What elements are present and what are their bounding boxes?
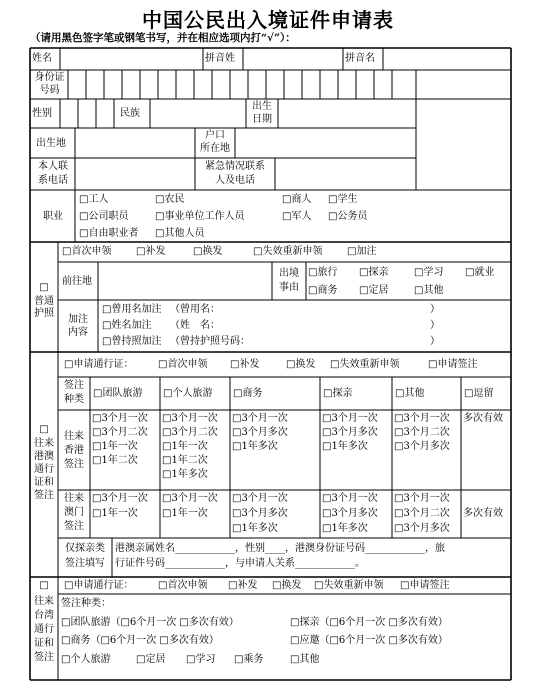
- mo-group-opt[interactable]: □1年一次: [92, 508, 138, 519]
- destination-input[interactable]: [98, 263, 271, 299]
- passport-renew[interactable]: □换发: [193, 246, 223, 257]
- birth-date-label-line2: 日期: [252, 114, 272, 125]
- taiwan-renew[interactable]: □换发: [272, 580, 302, 591]
- taiwan-label-line5: 签注: [34, 652, 54, 663]
- birthplace-label: 出生地: [36, 138, 66, 149]
- taiwan-study[interactable]: □学习: [186, 654, 216, 665]
- mo-stay-text: 多次有效: [463, 508, 503, 519]
- emergency-input[interactable]: [275, 159, 415, 189]
- visa-col-individual-tour[interactable]: □个人旅游: [163, 388, 213, 399]
- passport-checkbox[interactable]: □: [39, 282, 49, 293]
- family-visa-text-line1[interactable]: 港澳亲属姓名____________，性别____，港澳身份证号码____________，旅: [115, 543, 445, 554]
- passport-label-line1: 普通: [34, 296, 54, 307]
- purpose-settle[interactable]: □定居: [359, 285, 389, 296]
- photo-box: [417, 71, 510, 189]
- taiwan-business[interactable]: □商务（□6个月一次 □多次有效）: [61, 635, 219, 646]
- mo-family-opt[interactable]: □3个月多次: [322, 508, 378, 519]
- hk-group-opt[interactable]: □3个月一次: [92, 413, 148, 424]
- hkmo-label-line5: 签注: [34, 490, 54, 501]
- birth-date-label-line1: 出生: [252, 101, 272, 112]
- taiwan-label-line3: 通行: [34, 624, 54, 635]
- hkmo-renew[interactable]: □换发: [286, 359, 316, 370]
- mo-family-opt[interactable]: □3个月一次: [322, 493, 378, 504]
- pinyin-given-label: 拼音名: [345, 53, 375, 64]
- hk-other-opt[interactable]: □3个月一次: [394, 413, 450, 424]
- mo-other-opt[interactable]: □3个月一次: [394, 493, 450, 504]
- emergency-label-line1: 紧急情况联系: [205, 161, 265, 172]
- occupation-public-institution[interactable]: □事业单位工作人员: [155, 211, 245, 222]
- hk-other-opt[interactable]: □3个月多次: [394, 441, 450, 452]
- passport-reapply-invalid[interactable]: □失效重新申领: [253, 246, 323, 257]
- hkmo-checkbox[interactable]: □: [39, 424, 49, 435]
- hk-business-opt[interactable]: □3个月多次: [232, 427, 288, 438]
- family-visa-label-line1: 仅探亲类: [65, 543, 105, 554]
- hk-individual-opt[interactable]: □1年一次: [162, 441, 208, 452]
- hk-family-opt[interactable]: □3个月一次: [322, 413, 378, 424]
- taiwan-checkbox[interactable]: □: [39, 580, 49, 591]
- gender-label: 性别: [32, 108, 52, 119]
- taiwan-apply-visa[interactable]: □申请签注: [400, 580, 450, 591]
- purpose-study[interactable]: □学习: [414, 267, 444, 278]
- passport-label-line2: 护照: [34, 308, 54, 319]
- form-title: 中国公民出入境证件申请表: [142, 8, 394, 32]
- occupation-student[interactable]: □学生: [328, 194, 358, 205]
- taiwan-individual-tour[interactable]: □个人旅游: [61, 654, 111, 665]
- hk-family-opt[interactable]: □1年多次: [322, 441, 368, 452]
- note-old-passport-option[interactable]: □曾持照加注: [102, 336, 162, 347]
- hkmo-label-line4: 证和: [34, 477, 54, 488]
- note-former-name-option[interactable]: □曾用名加注: [102, 304, 162, 315]
- visa-col-family[interactable]: □探亲: [323, 388, 353, 399]
- hkmo-label-line1: 往来: [34, 438, 54, 449]
- passport-first-apply[interactable]: □首次申领: [62, 246, 112, 257]
- id-number-label-line2: 号码: [39, 85, 60, 96]
- hkmo-label-line3: 通行: [34, 464, 54, 475]
- phone-label-line1: 本人联: [38, 161, 68, 172]
- pinyin-given-input[interactable]: [383, 49, 510, 69]
- hk-family-opt[interactable]: □3个月多次: [322, 427, 378, 438]
- emergency-label-line2: 人及电话: [215, 175, 255, 186]
- hukou-input[interactable]: [235, 129, 415, 157]
- mo-label-line3: 签注: [64, 521, 84, 532]
- mo-other-opt[interactable]: □3个月多次: [394, 523, 450, 534]
- taiwan-other[interactable]: □其他: [290, 654, 320, 665]
- hk-individual-opt[interactable]: □1年二次: [162, 455, 208, 466]
- pinyin-surname-label: 拼音姓: [205, 53, 235, 64]
- occupation-employee[interactable]: □公司职员: [79, 211, 129, 222]
- mo-business-opt[interactable]: □3个月一次: [232, 493, 288, 504]
- destination-label: 前往地: [62, 276, 92, 287]
- taiwan-settle[interactable]: □定居: [136, 654, 166, 665]
- hk-group-opt[interactable]: □1年一次: [92, 441, 138, 452]
- occupation-military[interactable]: □军人: [282, 211, 312, 222]
- hukou-label-line1: 户口: [205, 130, 225, 141]
- hkmo-apply-permit[interactable]: □申请通行证：: [64, 359, 134, 370]
- birth-date-input[interactable]: [278, 100, 415, 127]
- hk-label-line3: 签注: [64, 459, 84, 470]
- occupation-other[interactable]: □其他人员: [155, 228, 205, 239]
- phone-input[interactable]: [75, 159, 194, 189]
- note-name-field[interactable]: （姓 名：: [170, 320, 220, 331]
- hk-stay-text: 多次有效: [463, 413, 503, 424]
- passport-reissue[interactable]: □补发: [136, 246, 166, 257]
- hk-label-line2: 香港: [64, 445, 84, 456]
- mo-group-opt[interactable]: □3个月一次: [92, 493, 148, 504]
- id-number-input[interactable]: [68, 71, 392, 98]
- hkmo-first-apply[interactable]: □首次申领: [158, 359, 208, 370]
- occupation-worker[interactable]: □工人: [79, 194, 109, 205]
- ethnicity-input[interactable]: [150, 100, 245, 127]
- note-label-line1: 加注: [68, 314, 88, 325]
- passport-endorse[interactable]: □加注: [347, 246, 377, 257]
- note-old-passport-field[interactable]: （曾持护照号码：: [170, 336, 250, 347]
- phone-label-line2: 系电话: [38, 175, 68, 186]
- taiwan-reissue[interactable]: □补发: [228, 580, 258, 591]
- taiwan-invited[interactable]: □应邀（□6个月一次 □多次有效）: [290, 635, 448, 646]
- family-visa-text-line2[interactable]: 行证件号码____________，与申请人关系____________。: [115, 558, 365, 569]
- form-instruction: （请用黑色签字笔或钢笔书写，并在相应选项内打“√”）：: [30, 32, 296, 44]
- mo-business-opt[interactable]: □1年多次: [232, 523, 278, 534]
- mo-business-opt[interactable]: □3个月多次: [232, 508, 288, 519]
- ethnicity-label: 民族: [120, 108, 140, 119]
- hk-individual-opt[interactable]: □3个月一次: [162, 413, 218, 424]
- occupation-freelancer[interactable]: □自由职业者: [79, 228, 139, 239]
- gender-input[interactable]: [60, 100, 114, 127]
- hk-label-line1: 往来: [64, 431, 84, 442]
- visa-col-other[interactable]: □其他: [395, 388, 425, 399]
- occupation-farmer[interactable]: □农民: [155, 194, 185, 205]
- note-former-name-field[interactable]: （曾用名：: [170, 304, 220, 315]
- note-old-passport-close: ）: [430, 336, 440, 347]
- visa-col-stay[interactable]: □逗留: [464, 388, 494, 399]
- purpose-family[interactable]: □探亲: [359, 267, 389, 278]
- note-label-line2: 内容: [68, 327, 88, 338]
- taiwan-label-line1: 往来: [34, 596, 54, 607]
- name-input[interactable]: [60, 49, 202, 69]
- hukou-label-line2: 所在地: [200, 143, 230, 154]
- hk-other-opt[interactable]: □3个月二次: [394, 427, 450, 438]
- note-name-close: ）: [430, 320, 440, 331]
- id-number-label-line1: 身份证: [34, 72, 65, 83]
- mo-individual-opt[interactable]: □3个月一次: [162, 493, 218, 504]
- visa-col-group-tour[interactable]: □团队旅游: [93, 388, 143, 399]
- mo-family-opt[interactable]: □1年多次: [322, 523, 368, 534]
- taiwan-visa-type-label: 签注种类：: [61, 598, 111, 609]
- hkmo-reissue[interactable]: □补发: [230, 359, 260, 370]
- hk-business-opt[interactable]: □3个月一次: [232, 413, 288, 424]
- mo-other-opt[interactable]: □3个月二次: [394, 508, 450, 519]
- purpose-other[interactable]: □其他: [414, 285, 444, 296]
- taiwan-label-line4: 证和: [34, 638, 54, 649]
- purpose-label-line2: 事由: [279, 282, 299, 293]
- taiwan-group-tour[interactable]: □团队旅游（□6个月一次 □多次有效）: [61, 617, 239, 628]
- note-former-name-close: ）: [430, 304, 440, 315]
- purpose-business[interactable]: □商务: [308, 285, 338, 296]
- note-name-option[interactable]: □姓名加注: [102, 320, 152, 331]
- occupation-civil-servant[interactable]: □公务员: [328, 211, 368, 222]
- birthplace-input[interactable]: [75, 129, 194, 157]
- hkmo-reapply-invalid[interactable]: □失效重新申领: [330, 359, 400, 370]
- name-label: 姓名: [32, 53, 52, 64]
- occupation-merchant[interactable]: □商人: [282, 194, 312, 205]
- visa-col-business[interactable]: □商务: [233, 388, 263, 399]
- taiwan-first-apply[interactable]: □首次申领: [158, 580, 208, 591]
- purpose-employment[interactable]: □就业: [465, 267, 495, 278]
- purpose-travel[interactable]: □旅行: [308, 267, 338, 278]
- visa-type-label-line1: 签注: [64, 380, 84, 391]
- visa-type-label-line2: 种类: [64, 394, 84, 405]
- mo-label-line1: 往来: [64, 493, 84, 504]
- taiwan-label-line2: 台湾: [34, 610, 54, 621]
- taiwan-family[interactable]: □探亲（□6个月一次 □多次有效）: [290, 617, 448, 628]
- family-visa-label-line2: 签注填写: [65, 558, 105, 569]
- taiwan-apply-permit[interactable]: □申请通行证：: [64, 580, 134, 591]
- mo-label-line2: 澳门: [64, 507, 84, 518]
- occupation-label: 职业: [43, 211, 63, 222]
- hk-business-opt[interactable]: □1年多次: [232, 441, 278, 452]
- hk-group-opt[interactable]: □1年二次: [92, 455, 138, 466]
- purpose-label-line1: 出境: [279, 268, 299, 279]
- hk-individual-opt[interactable]: □1年多次: [162, 469, 208, 480]
- taiwan-reapply-invalid[interactable]: □失效重新申领: [314, 580, 384, 591]
- taiwan-crew[interactable]: □乘务: [234, 654, 264, 665]
- mo-individual-opt[interactable]: □1年一次: [162, 508, 208, 519]
- hk-individual-opt[interactable]: □3个月二次: [162, 427, 218, 438]
- hk-group-opt[interactable]: □3个月二次: [92, 427, 148, 438]
- pinyin-surname-input[interactable]: [243, 49, 342, 69]
- hkmo-label-line2: 港澳: [34, 451, 54, 462]
- hkmo-apply-visa[interactable]: □申请签注: [428, 359, 478, 370]
